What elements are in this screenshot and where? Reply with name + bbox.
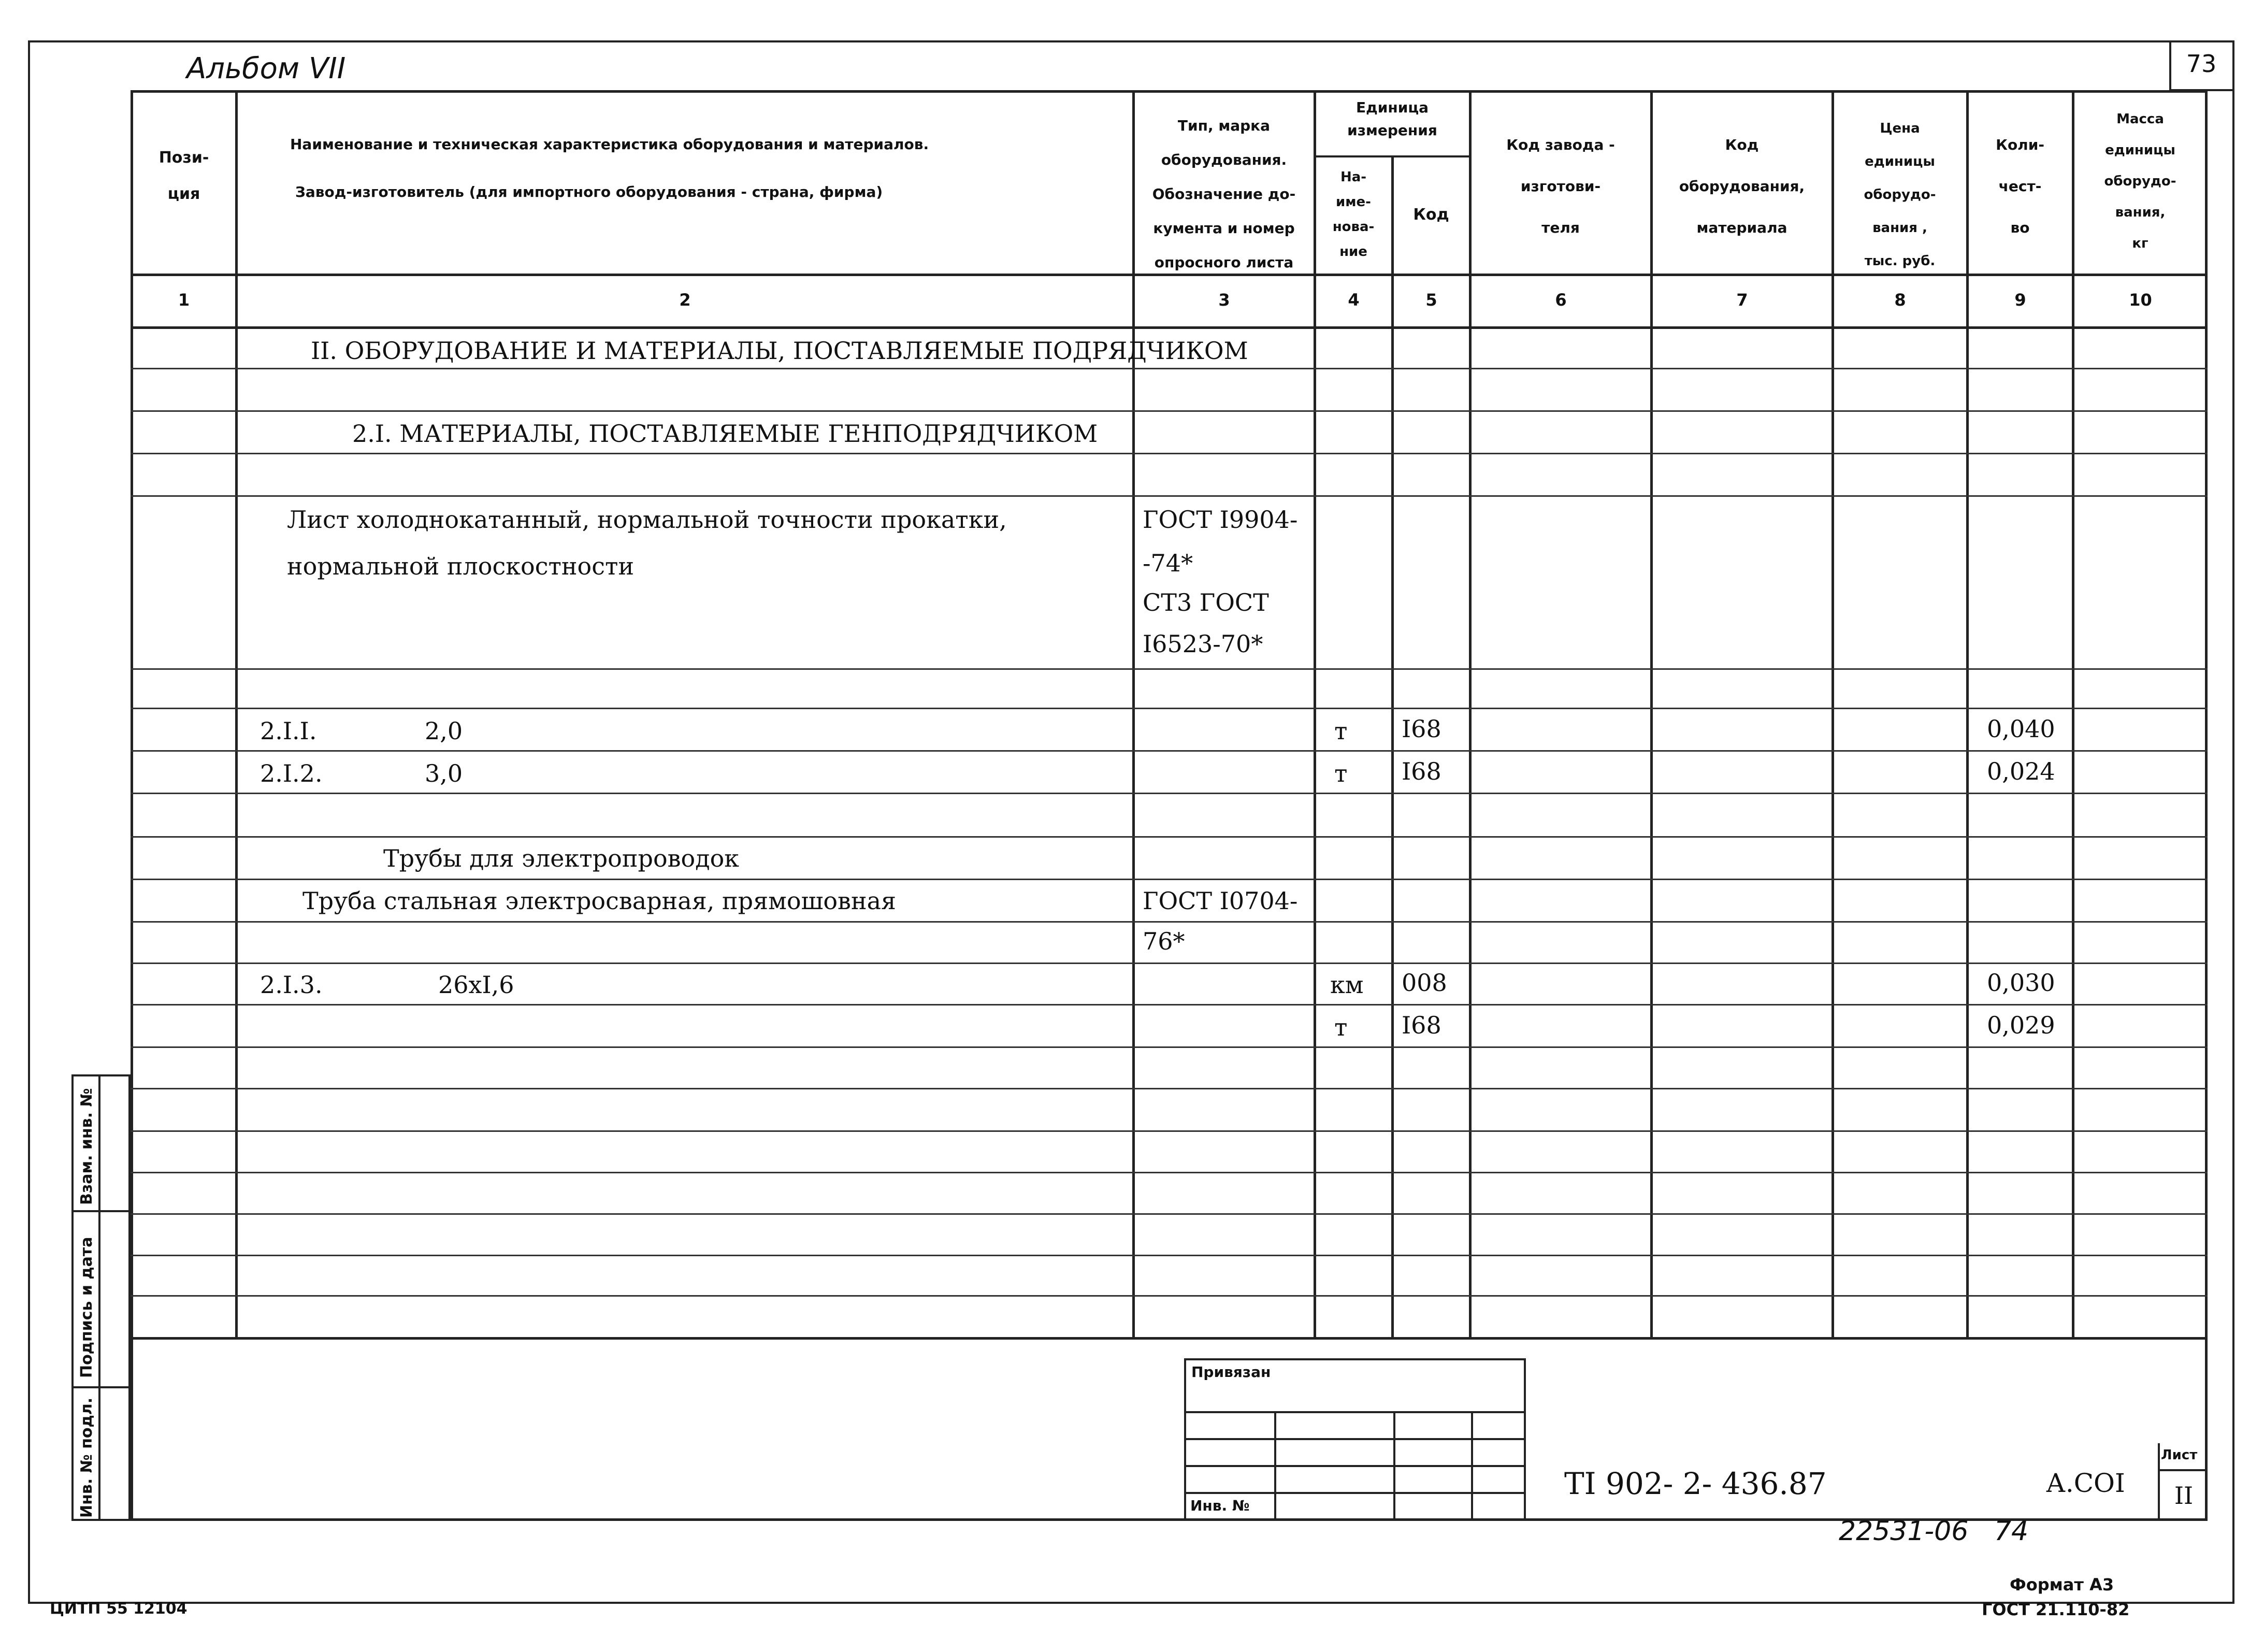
col-line-9 <box>2072 90 2074 1340</box>
document-code: TI 902- 2- 436.87 <box>1564 1466 1827 1501</box>
tubes-heading: Трубы для электропроводок <box>383 844 740 872</box>
colnum-9: 9 <box>2014 290 2026 310</box>
header-unit-group: Единица измерения <box>1347 99 1437 139</box>
album-label: Альбом VII <box>186 52 346 85</box>
header-col6: Код завода - изготови- теля <box>1506 136 1615 236</box>
item3-position: 2.I.3. <box>260 971 323 999</box>
item2-code: I68 <box>1402 757 1441 785</box>
item2-name: 3,0 <box>425 759 463 787</box>
item1-code: I68 <box>1402 715 1441 743</box>
inv-no-label: Инв. № <box>1190 1497 1250 1514</box>
item3b-unit: т <box>1334 1013 1348 1041</box>
subsection-title: 2.I. МАТЕРИАЛЫ, ПОСТАВЛЯЕМЫЕ ГЕНПОДРЯДЧИКОМ <box>352 420 1098 448</box>
row-line <box>131 1046 2208 1048</box>
printer-code: ЦИТП 55 12104 <box>50 1600 188 1618</box>
colnum-7: 7 <box>1736 290 1748 310</box>
row-line <box>131 879 2208 880</box>
sheet-description-line2: нормальной плоскостности <box>287 552 635 580</box>
colnum-2: 2 <box>679 290 691 310</box>
unit-group-divider <box>1314 155 1469 157</box>
header-col8: Цена единицы оборудо- вания , тыс. руб. <box>1864 121 1936 269</box>
header-col4: На- име- нова- ние <box>1332 169 1375 260</box>
col-line-4 <box>1391 155 1394 1340</box>
colnum-6: 6 <box>1555 290 1567 310</box>
row-line <box>131 1295 2208 1297</box>
header-col2-line1: Наименование и техническая характеристика оборудования и материалов. <box>290 136 929 153</box>
item1-qty: 0,040 <box>1987 715 2055 743</box>
side-label-podpis: Подпись и дата <box>78 1237 96 1378</box>
list-label: Лист <box>2161 1447 2198 1463</box>
item3-qty: 0,030 <box>1987 969 2055 997</box>
stamp-area <box>131 1340 2208 1521</box>
header-col5: Код <box>1413 206 1449 224</box>
item3b-qty: 0,029 <box>1987 1011 2055 1039</box>
list-box-divider <box>2158 1469 2208 1471</box>
row-line <box>131 708 2208 709</box>
item1-unit: т <box>1334 717 1348 745</box>
row-line <box>131 368 2208 369</box>
item2-unit: т <box>1334 759 1348 787</box>
col-line-2 <box>1132 90 1135 1340</box>
handwritten-note: 22531-06 74 <box>1839 1516 2029 1547</box>
row-line <box>131 1213 2208 1215</box>
row-line <box>131 1088 2208 1089</box>
privyazan-label: Привязан <box>1191 1363 1271 1381</box>
gost-ref-1b: -74* <box>1143 549 1193 577</box>
page-number: 73 <box>2186 50 2217 78</box>
privyazan-vline <box>1274 1411 1276 1521</box>
item1-name: 2,0 <box>425 717 463 745</box>
row-line <box>131 1130 2208 1132</box>
row-line <box>131 453 2208 454</box>
gost-ref-3b: 76* <box>1143 927 1185 955</box>
privyazan-line <box>1184 1465 1526 1467</box>
row-line <box>131 1255 2208 1256</box>
item1-position: 2.I.I. <box>260 717 317 745</box>
row-line <box>131 963 2208 964</box>
col-line-3 <box>1314 90 1316 1340</box>
col-line-6 <box>1650 90 1653 1340</box>
colnum-1: 1 <box>178 290 190 310</box>
row-line <box>131 668 2208 670</box>
tube-description: Труба стальная электросварная, прямошовная <box>302 887 897 915</box>
item3b-code: I68 <box>1402 1011 1441 1039</box>
header-col3: Тип, марка оборудования. Обозначение до- кумента и номер опросного листа <box>1152 117 1296 271</box>
gost-ref-3a: ГОСТ I0704- <box>1143 887 1298 915</box>
privyazan-line <box>1184 1438 1526 1440</box>
colnum-divider <box>131 326 2208 329</box>
row-line <box>131 1004 2208 1005</box>
row-line <box>131 750 2208 752</box>
colnum-4: 4 <box>1348 290 1360 310</box>
header-col7: Код оборудования, материала <box>1679 136 1805 236</box>
col-line-5 <box>1469 90 1472 1340</box>
row-line <box>131 921 2208 923</box>
col-line-8 <box>1966 90 1969 1340</box>
privyazan-vline <box>1471 1411 1473 1521</box>
colnum-8: 8 <box>1894 290 1906 310</box>
section-title: II. ОБОРУДОВАНИЕ И МАТЕРИАЛЫ, ПОСТАВЛЯЕМЫЕ ПОДРЯДЧИКОМ <box>311 337 1248 365</box>
header-col1: Пози- ция <box>158 149 209 203</box>
gost-reference: ГОСТ 21.110-82 <box>1982 1600 2130 1619</box>
privyazan-line <box>1184 1411 1526 1413</box>
side-label-inv: Инв. № подл. <box>78 1397 96 1518</box>
col-line-1 <box>235 90 238 1340</box>
item3-name: 26xI,6 <box>438 971 514 999</box>
side-divider <box>71 1386 131 1388</box>
gost-ref-2a: СТ3 ГОСТ <box>1143 588 1269 616</box>
row-line <box>131 1172 2208 1173</box>
colnum-10: 10 <box>2129 290 2152 310</box>
side-divider-v <box>98 1074 100 1521</box>
gost-ref-1a: ГОСТ I9904- <box>1143 506 1298 534</box>
list-value: II <box>2174 1482 2194 1510</box>
item3-unit: км <box>1330 971 1364 999</box>
side-label-vzam: Взам. инв. № <box>78 1088 96 1205</box>
item3-code: 008 <box>1402 969 1447 997</box>
item2-qty: 0,024 <box>1987 757 2055 785</box>
row-line <box>131 410 2208 412</box>
header-col10: Масса единицы оборудо- вания, кг <box>2104 111 2176 251</box>
row-line <box>131 836 2208 838</box>
item2-position: 2.I.2. <box>260 759 323 787</box>
privyazan-line <box>1184 1492 1526 1494</box>
format-label: Формат А3 <box>2010 1575 2114 1594</box>
sheet-code: А.COI <box>2046 1468 2125 1498</box>
row-line <box>131 495 2208 497</box>
privyazan-vline <box>1393 1411 1395 1521</box>
header-col9: Коли- чест- во <box>1996 136 2044 236</box>
row-line <box>131 793 2208 794</box>
gost-ref-2b: I6523-70* <box>1143 630 1263 658</box>
side-divider <box>71 1210 131 1212</box>
sheet-description-line1: Лист холоднокатанный, нормальной точности прокатки, <box>287 506 1007 534</box>
header-col2-line2: Завод-изготовитель (для импортного оборудования - страна, фирма) <box>295 183 883 200</box>
colnum-5: 5 <box>1425 290 1437 310</box>
colnum-3: 3 <box>1218 290 1230 310</box>
